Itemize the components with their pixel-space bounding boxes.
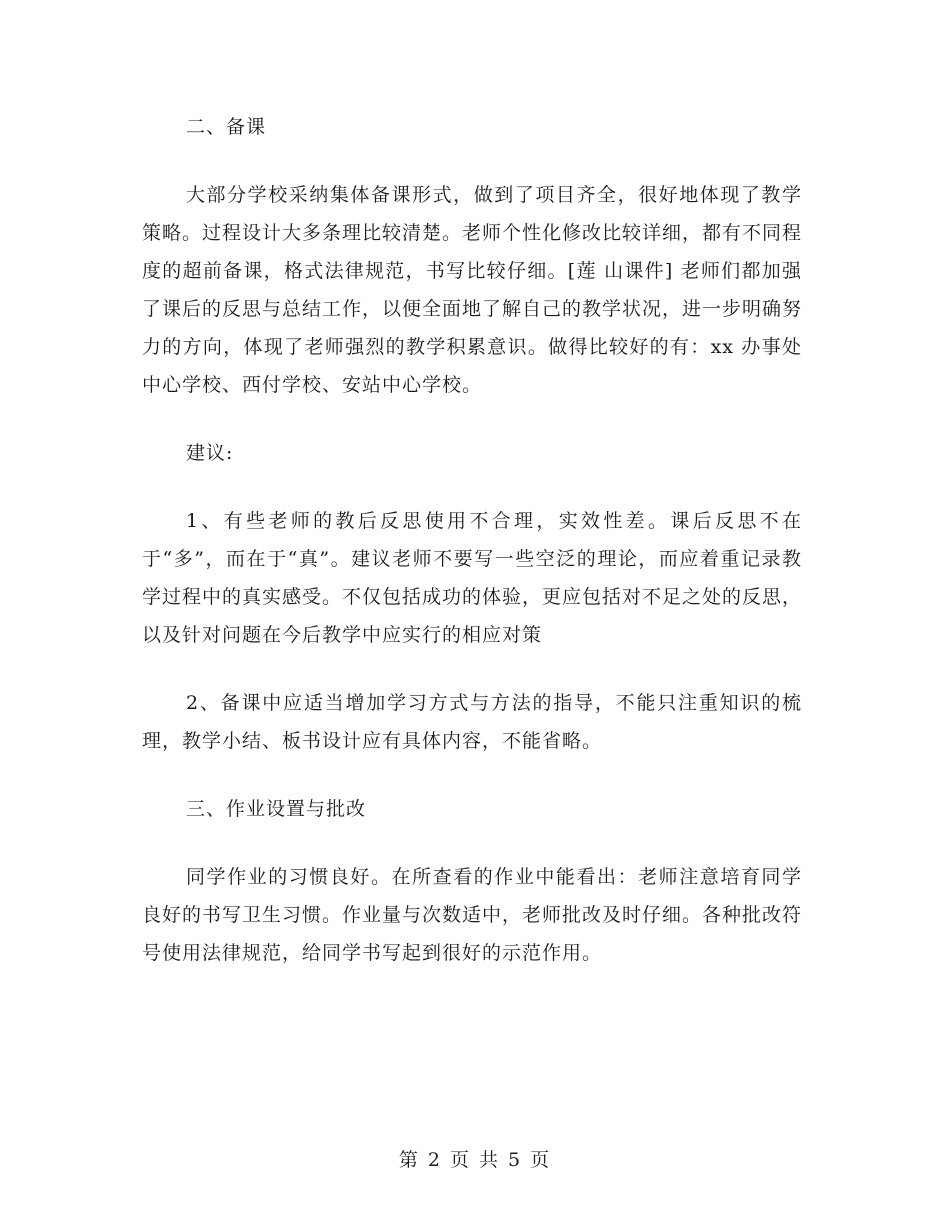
- paragraph-lesson-prep: 大部分学校采纳集体备课形式，做到了项目齐全，很好地体现了教学策略。过程设计大多条理比较清楚。老师个性化修改比较详细，都有不同程度的超前备课，格式法律规范，书写比较仔细。[莲 山课件] 老师们都加强了课后的反思与总结工作，以便全面地了解自己的教学状况，进一步明确努力的方向，体现了老师强烈的教学积累意识。做得比较好的有：xx 办事处中心学校、西付学校、安站中心学校。: [142, 184, 803, 396]
- section-heading-homework: 三、作业设置与批改: [186, 798, 367, 820]
- suggestion-item-1: 1、有些老师的教后反思使用不合理，实效性差。课后反思不在于“多”，而在于“真”。建议老师不要写一些空泛的理论，而应着重记录教学过程中的真实感受。不仅包括成功的体验，更应包括对不足之处的反思，以及针对问题在今后教学中应实行的相应对策: [142, 510, 803, 646]
- page-number-footer: 第 2 页 共 5 页: [398, 1149, 552, 1171]
- suggestion-label: 建议:: [186, 442, 234, 464]
- section-heading-lesson-prep: 二、备课: [186, 116, 267, 138]
- paragraph-homework: 同学作业的习惯良好。在所查看的作业中能看出：老师注意培育同学良好的书写卫生习惯。作业量与次数适中，老师批改及时仔细。各种批改符号使用法律规范，给同学书写起到很好的示范作用。: [142, 866, 803, 964]
- document-body: [142, 108, 802, 972]
- suggestion-item-2: 2、备课中应适当增加学习方式与方法的指导，不能只注重知识的梳理，教学小结、板书设计应有具体内容，不能省略。: [142, 692, 802, 752]
